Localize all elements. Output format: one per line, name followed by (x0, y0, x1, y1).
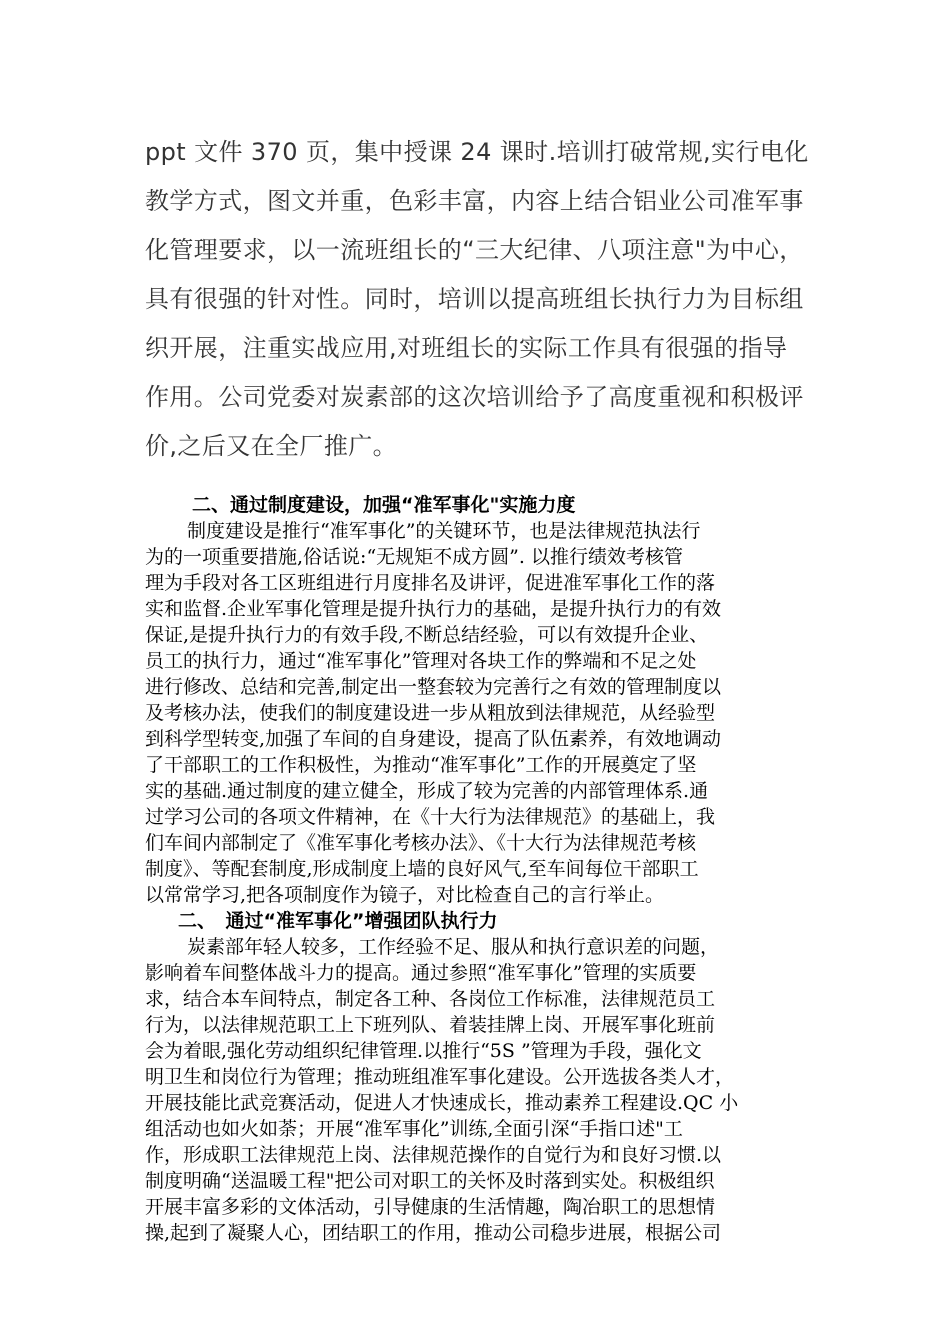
body-text (145, 492, 835, 1246)
intro-paragraph (145, 128, 845, 471)
paragraph-line: 行为，以法律规范职工上下班列队、着装挂牌上岗、开展军事化班前 (145, 1014, 716, 1036)
paragraph-line: 制度建设是推行“准军事化”的关键环节，也是法律规范执法行 (187, 520, 701, 542)
paragraph-line: 实和监督.企业军事化管理是提升执行力的基础，是提升执行力的有效 (145, 598, 722, 620)
paragraph-line: 及考核办法，使我们的制度建设进一步从粗放到法律规范，从经验型 (145, 702, 716, 724)
paragraph-line: 组活动也如火如荼；开展“准军事化”训练,全面引深“手指口述"工 (145, 1118, 683, 1140)
paragraph-line: 以常常学习,把各项制度作为镜子，对比检查自己的言行举止。 (145, 884, 665, 906)
section-heading-team-execution: 二、 通过“准军事化”增强团队执行力 (178, 910, 498, 932)
paragraph-line: 实的基础.通过制度的建立健全，形成了较为完善的内部管理体系.通 (145, 780, 709, 802)
paragraph-line: 保证,是提升执行力的有效手段,不断总结经验，可以有效提升企业、 (145, 624, 709, 646)
paragraph-line: 为的一项重要措施,俗话说:“无规矩不成方圆”. 以推行绩效考核管 (145, 546, 683, 568)
paragraph-line: 影响着车间整体战斗力的提高。通过参照“准军事化”管理的实质要 (145, 962, 697, 984)
paragraph-line: 理为手段对各工区班组进行月度排名及讲评，促进准军事化工作的落 (145, 572, 716, 594)
section-paragraph-system-building (145, 518, 835, 908)
paragraph-line: 操,起到了凝聚人心，团结职工的作用，推动公司稳步进展，根据公司 (145, 1222, 722, 1244)
intro-line: 具有很强的针对性。同时，培训以提高班组长执行力为目标组 (145, 285, 804, 313)
intro-line: 化管理要求，以一流班组长的“三大纪律、八项注意"为中心， (145, 236, 804, 264)
paragraph-line: 作，形成职工法律规范上岗、法律规范操作的自觉行为和良好习惯.以 (145, 1144, 722, 1166)
paragraph-line: 求，结合本车间特点，制定各工种、各岗位工作标准，法律规范员工 (145, 988, 716, 1010)
paragraph-line: 开展丰富多彩的文体活动，引导健康的生活情趣，陶冶职工的思想情 (145, 1196, 716, 1218)
paragraph-line: 会为着眼,强化劳动组织纪律管理.以推行“5S ”管理为手段，强化文 (145, 1040, 702, 1062)
section-heading-system-building: 二、通过制度建设，加强“准军事化"实施力度 (192, 494, 576, 516)
section-paragraph-team-execution (145, 934, 835, 1246)
paragraph-line: 制度》、等配套制度,形成制度上墙的良好风气,至车间每位干部职工 (145, 858, 699, 880)
paragraph-line: 明卫生和岗位行为管理；推动班组准军事化建设。公开选拔各类人才， (145, 1066, 735, 1088)
intro-line: 作用。公司党委对炭素部的这次培训给予了高度重视和积极评 (145, 383, 804, 411)
paragraph-line: 进行修改、总结和完善,制定出一整套较为完善行之有效的管理制度以 (145, 676, 722, 698)
paragraph-line: 过学习公司的各项文件精神，在《十大行为法律规范》的基础上，我 (145, 806, 716, 828)
paragraph-line: 们车间内部制定了《准军事化考核办法》、《十大行为法律规范考核 (145, 832, 697, 854)
intro-line: ppt 文件 370 页，集中授课 24 课时.培训打破常规,实行电化 (145, 138, 809, 166)
paragraph-line: 制度明确“送温暖工程"把公司对职工的关怀及时落到实处。积极组织 (145, 1170, 715, 1192)
paragraph-line: 炭素部年轻人较多，工作经验不足、服从和执行意识差的问题， (187, 936, 720, 958)
paragraph-line: 员工的执行力，通过“准军事化”管理对各块工作的弊端和不足之处 (145, 650, 697, 672)
intro-line: 织开展，注重实战应用,对班组长的实际工作具有很强的指导 (145, 334, 788, 362)
paragraph-line: 开展技能比武竞赛活动，促进人才快速成长，推动素养工程建设.QC 小 (145, 1092, 739, 1114)
paragraph-line: 到科学型转变,加强了车间的自身建设，提高了队伍素养，有效地调动 (145, 728, 722, 750)
intro-line: 教学方式，图文并重，色彩丰富，内容上结合铝业公司准军事 (145, 187, 804, 215)
intro-line: 价,之后又在全厂推广。 (145, 432, 398, 460)
paragraph-line: 了干部职工的工作积极性，为推动“准军事化”工作的开展奠定了坚 (145, 754, 697, 776)
